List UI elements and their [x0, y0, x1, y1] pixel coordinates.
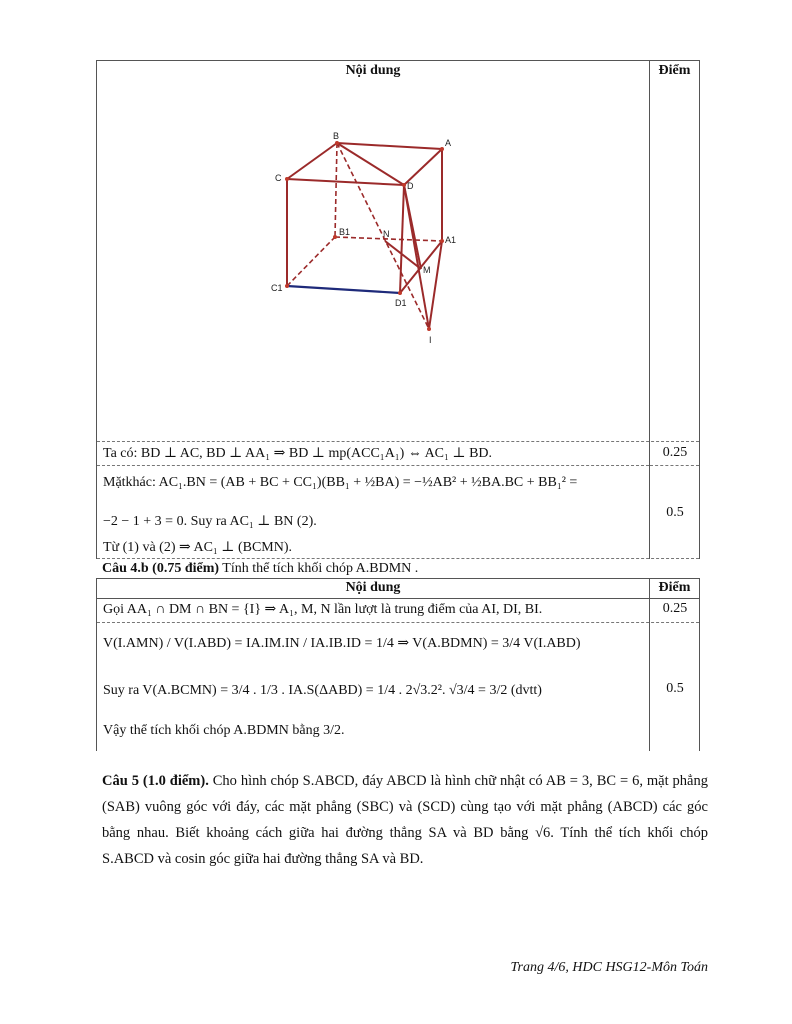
row1-points: 0.25 — [662, 445, 688, 460]
point-B1 — [333, 235, 337, 239]
label-N: N — [383, 229, 390, 239]
header-content: Nội dung — [345, 580, 401, 595]
table-bottom — [97, 558, 699, 559]
edge-DM — [404, 185, 421, 269]
edge-DA — [404, 149, 442, 185]
question-5-text: Cho hình chóp S.ABCD, đáy ABCD là hình chữ nhật có AB = 3, BC = 6, mặt phẳng (SAB) vuông góc với đáy, các mặt phẳng (SBC) và (SCD) cùng tạo với mặt phẳng (ABCD) các góc bằng nhau. Biết khoảng cách giữa hai đường thẳng SA và BD bằng √6. Tính thể tích khối chóp S.ABCD và cosin góc giữa hai đường thẳng SA và BD. — [102, 773, 708, 867]
edge-C1D1 — [287, 286, 400, 293]
solution-table-4a — [96, 60, 700, 559]
point-A — [440, 147, 444, 151]
row2-points: 0.5 — [666, 681, 684, 696]
page-footer: Trang 4/6, HDC HSG12-Môn Toán — [510, 960, 708, 975]
label-B1: B1 — [339, 227, 351, 237]
row2-line3: Từ (1) và (2) ⇒ AC₁ ⊥ (BCMN). — [103, 540, 293, 555]
point-D1 — [398, 291, 402, 295]
solution-table-4b — [96, 578, 700, 751]
point-B — [335, 141, 339, 145]
row-separator — [97, 441, 699, 442]
label-C1: C1 — [271, 283, 283, 293]
edge-BD — [337, 143, 404, 185]
row2-line3: Vậy thể tích khối chóp A.BDMN bằng 3/2. — [103, 723, 345, 738]
row-separator — [97, 622, 699, 623]
label-C: C — [275, 173, 282, 183]
edge-CD — [287, 179, 404, 185]
point-C — [285, 177, 289, 181]
edge-CB — [287, 143, 337, 179]
header-points: Điểm — [658, 580, 691, 595]
point-C1 — [285, 284, 289, 288]
edge-BA — [337, 143, 442, 149]
cube-figure — [257, 131, 477, 421]
row-separator — [650, 465, 699, 466]
label-I: I — [429, 335, 432, 345]
question-4b-caption — [102, 561, 418, 577]
row2-line2: −2 − 1 + 3 = 0. Suy ra AC₁ ⊥ BN (2). — [103, 514, 317, 529]
row2-line2: Suy ra V(A.BCMN) = 3/4 . 1/3 . IA.S(ΔABD) = 1/4 . 2√3.2². √3/4 = 3/2 (dvtt) — [103, 683, 542, 698]
point-D — [402, 183, 406, 187]
label-A: A — [445, 138, 452, 148]
point-I — [427, 327, 431, 331]
label-M: M — [423, 265, 431, 275]
caption-text: Tính thể tích khối chóp A.BDMN . — [219, 561, 419, 576]
edge-C1B1 — [287, 237, 335, 286]
question-5 — [102, 768, 708, 872]
label-D: D — [407, 181, 414, 191]
row-separator — [97, 465, 649, 466]
label-D1: D1 — [395, 298, 407, 308]
row2-line1: Mặtkhác: AC₁.BN = (AB + BC + CC₁)(BB₁ + ½BA) = −½AB² + ½BA.BC + BB₁² = — [103, 475, 578, 490]
caption-bold: Câu 4.b (0.75 điểm) — [102, 561, 220, 576]
header-points: Điểm — [658, 63, 691, 78]
row1-text: Ta có: BD ⊥ AC, BD ⊥ AA₁ ⇒ BD ⊥ mp(ACC₁A₁) ⇔ AC₁ ⊥ BD. — [103, 446, 493, 461]
edge-BB1 — [335, 143, 337, 237]
row2-line1: V(I.AMN) / V(I.ABD) = IA.IM.IN / IA.IB.ID = 1/4 ⇒ V(A.BDMN) = 3/4 V(I.ABD) — [103, 636, 581, 651]
label-A1: A1 — [445, 235, 457, 245]
row2-points: 0.5 — [666, 505, 684, 520]
label-B: B — [333, 131, 340, 141]
header-content: Nội dung — [345, 63, 401, 78]
question-5-bold: Câu 5 (1.0 điểm). — [102, 773, 209, 789]
point-A1 — [440, 239, 444, 243]
header-divider — [97, 598, 699, 599]
row1-text: Gọi AA₁ ∩ DM ∩ BN = {I} ⇒ A₁, M, N lần lượt là trung điểm của AI, DI, BI. — [103, 602, 543, 617]
row1-points: 0.25 — [662, 601, 688, 616]
column-divider — [649, 61, 650, 559]
